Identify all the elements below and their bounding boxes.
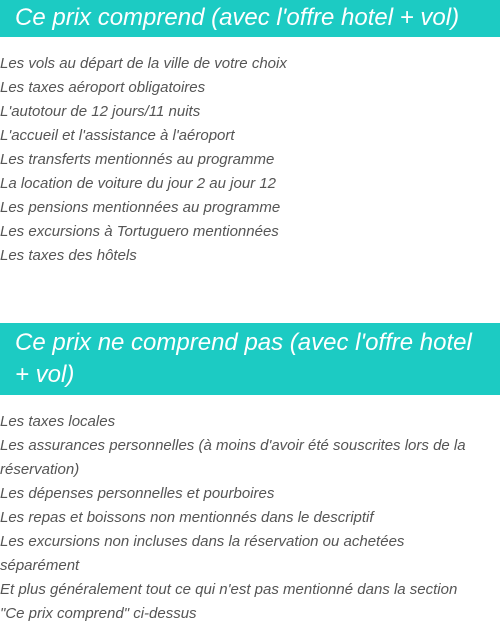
list-item: Les taxes aéroport obligatoires [0,79,206,96]
list-item: Les pensions mentionnées au programme [0,199,281,216]
list-item: Les dépenses personnelles et pourboires [0,485,275,502]
list-item: Les vols au départ de la ville de votre choix [0,55,287,72]
list-item: Les assurances personnelles (à moins d'avoir été souscrites lors de la réservation) [0,437,466,478]
included-section [0,0,500,268]
list-item: Les excursions à Tortuguero mentionnées [0,223,279,240]
list-item: L'autotour de 12 jours/11 nuits [0,103,201,120]
excluded-section-title: Ce prix ne comprend pas (avec l'offre hotel + vol) [0,323,500,395]
list-item: La location de voiture du jour 2 au jour 12 [0,175,277,192]
list-item: Et plus généralement tout ce qui n'est pas mentionné dans la section "Ce prix comprend" ci-dessus [0,581,458,622]
included-section-title: Ce prix comprend (avec l'offre hotel + vol) [0,0,500,37]
list-item: Les repas et boissons non mentionnés dans le descriptif [0,509,374,526]
list-item: Les excursions non incluses dans la réservation ou achetées séparément [0,533,405,574]
excluded-section [0,323,500,626]
list-item: Les transferts mentionnés au programme [0,151,275,168]
list-item: Les taxes des hôtels [0,247,137,264]
list-item: Les taxes locales [0,413,116,430]
list-item: L'accueil et l'assistance à l'aéroport [0,127,235,144]
excluded-list [0,410,500,626]
included-list [0,52,500,268]
